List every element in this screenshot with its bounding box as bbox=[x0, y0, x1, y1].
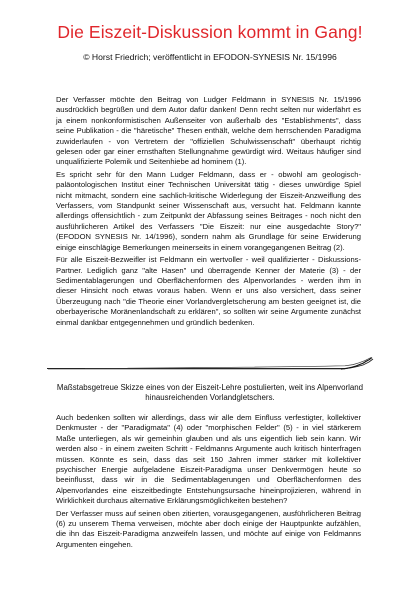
paragraph: Für alle Eiszeit-Bezweifler ist Feldmann ein wertvoller - weil qualifizierter - Diskussions-Partner. Lediglich ganz "alte Hasen" und überragende Kenner der Materie (3) - der Sedimentablagerungen und Oberflächenformen des Alpenvorlandes - werden ihm in dieser Hinsicht noch etwas voraus haben. Wenn er uns also versichert, dass seiner Überzeugung nach "die Theorie einer Vorlandvergletscherung am besten geeignet ist, die oberbayerische Moränenlandschaft zu erklären", so sollten wir seine Argumente zunächst einmal dankbar entgegennehmen und gründlich bedenken. bbox=[56, 255, 361, 327]
byline: © Horst Friedrich; veröffentlicht in EFODON-SYNESIS Nr. 15/1996 bbox=[83, 52, 337, 62]
paragraph: Auch bedenken sollten wir allerdings, dass wir alle dem Einfluss verfestigter, kollektiver Denkmuster - der "Paradigmata" (4) oder "morphischen Felder" (5) - in viel stärkerem Maße unterliegen, als wir gemeinhin glauben und als uns eigentlich lieb sein kann. Wir werden also - in einem zweiten Schritt - Feldmanns Argumente auch kritisch hinterfragen müssen. Könnte es sein, dass das seit 150 Jahren immer stärker mit kollektiver psychischer Energie aufgeladene Eiszeit-Paradigma unser Denkvermögen heute so beeinflusst, dass wir in die Sedimentablagerungen und Oberflächenformen des Alpenvorlandes eine eiszeitbedingte Entstehungsursache hineinprojizieren, während in Wirklichkeit durchaus alternative Erklärungsmöglichkeiten bestehen? bbox=[56, 413, 361, 506]
body-text-top bbox=[56, 95, 361, 330]
glacier-sketch-drawing bbox=[45, 348, 375, 378]
paragraph: Es spricht sehr für den Mann Ludger Feldmann, dass er - obwohl am geologisch-paläontologischen Institut einer Technischen Universität tätig - dieses unwürdige Spiel nicht mitmacht, sondern eine sachlich-kritische Widerlegung der Eiszeit-Anzweiflung des Verfassers, vom Standpunkt seiner Wissenschaft aus, versucht hat. Feldmann kannte allerdings offensichtlich - zum Zeitpunkt der Abfassung seines Beitrages - noch nicht den ausführlicheren Artikel des Verfassers "Die Eiszeit: nur eine ausgedachte Story?" (EFODON SYNESIS Nr. 14/1996), sondern nahm als Grundlage für seine Erwiderung einige einschlägige Bemerkungen meinerseits in einem vorangegangenen Beitrag (2). bbox=[56, 169, 361, 252]
page-title: Die Eiszeit-Diskussion kommt in Gang! bbox=[57, 22, 363, 42]
body-text-bottom bbox=[56, 413, 361, 552]
paragraph: Der Verfasser muss auf seinen oben zitierten, vorausgegangenen, ausführlicheren Beitrag (6) zu unserem Thema verweisen, möchte aber doch einige der Hauptpunkte aufzählen, die ihn das Eiszeit-Paradigma anzweifeln lassen, und möchte auf einige von Feldmanns Argumenten eingehen. bbox=[56, 508, 361, 549]
figure-caption: Maßstabsgetreue Skizze eines von der Eiszeit-Lehre postulierten, weit ins Alpenvorland hinausreichenden Vorlandgletschers. bbox=[56, 383, 364, 402]
glacier-sketch bbox=[45, 348, 375, 378]
paragraph: Der Verfasser möchte den Beitrag von Ludger Feldmann in SYNESIS Nr. 15/1996 ausdrücklich begrüßen und dem Autor dafür danken! Denn recht selten nur widerfährt es ja einem nonkonformistischen Außenseiter von außerhalb des "Establishments", dass seine Publikation - die "häretische" Thesen enthält, welche dem herrschenden Paradigma zuwiderlaufen - von Vertretern der "offiziellen Schulwissenschaft" überhaupt richtig gelesen oder gar einer ernsthaften Stellungnahme gewürdigt wird. Weitaus häufiger sind unqualifizierte Polemik und Seitenhiebe ad hominem (1). bbox=[56, 95, 361, 167]
